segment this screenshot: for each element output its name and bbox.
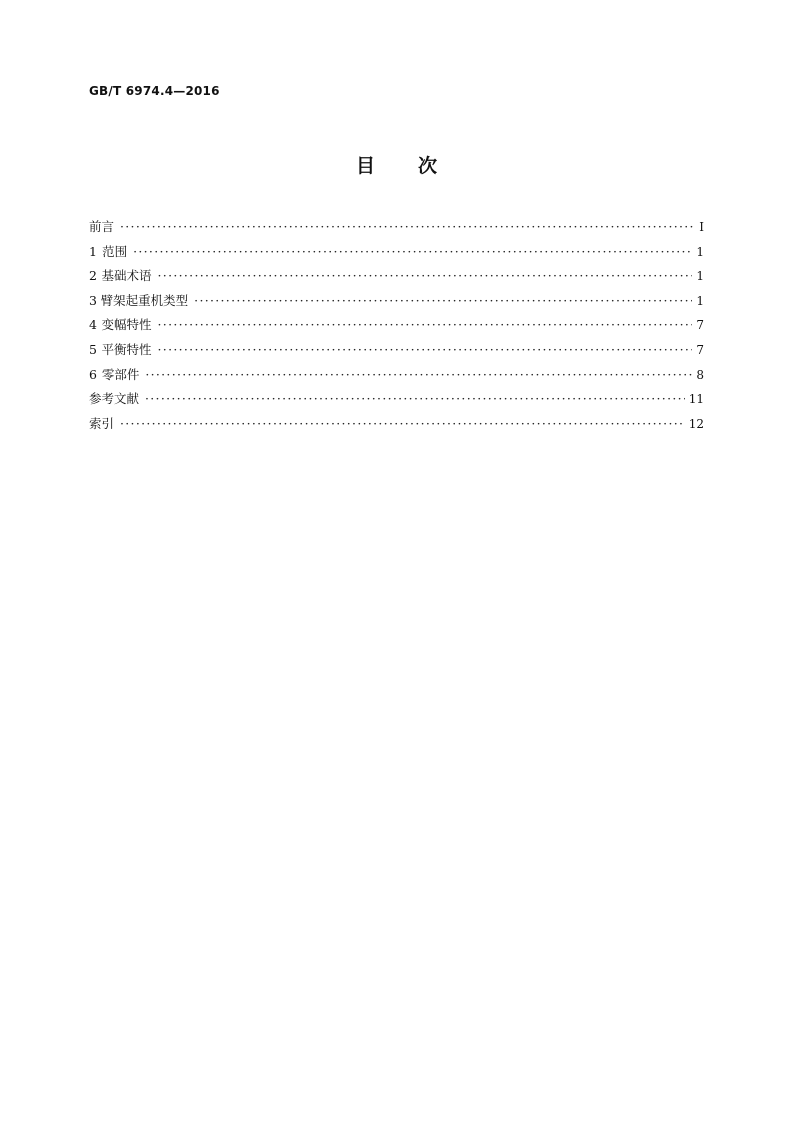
toc-entry-page: 7 <box>696 318 704 333</box>
toc-entry-label: 变幅特性 <box>101 317 152 333</box>
toc-entry-references[interactable] <box>89 387 704 412</box>
toc-entry-label: 基础术语 <box>101 268 152 284</box>
toc-entry-number: 3 <box>89 292 97 308</box>
toc-entry-label: 前言 <box>89 219 115 234</box>
page-title <box>0 151 794 178</box>
toc-entry-components[interactable] <box>89 363 704 388</box>
toc-leader-dots <box>145 387 685 412</box>
toc-leader-dots <box>120 412 685 437</box>
toc-leader-dots <box>158 313 693 338</box>
title-part-1: 目 <box>355 155 376 177</box>
toc-leader-dots <box>194 289 692 314</box>
toc-leader-dots <box>158 264 693 289</box>
toc-entry-index[interactable] <box>89 412 704 437</box>
toc-entry-number: 6 <box>89 366 97 382</box>
toc-entry-label: 平衡特性 <box>101 341 152 357</box>
toc-entry-number: 2 <box>89 268 97 284</box>
table-of-contents <box>89 215 704 436</box>
toc-entry-balance[interactable] <box>89 338 704 363</box>
toc-entry-label: 参考文献 <box>89 391 140 407</box>
toc-entry-page: 1 <box>696 269 704 284</box>
toc-leader-dots <box>158 338 693 363</box>
toc-entry-basic-terms[interactable] <box>89 264 704 289</box>
toc-leader-dots <box>133 240 692 265</box>
toc-entry-page: 12 <box>688 416 704 431</box>
toc-entry-number: 4 <box>89 317 97 333</box>
toc-entry-page: 11 <box>688 392 704 407</box>
toc-entry-number: 5 <box>89 341 97 357</box>
toc-entry-page: 1 <box>696 244 704 259</box>
toc-entry-page: 1 <box>696 293 704 308</box>
standard-code: GB/T 6974.4—2016 <box>89 84 220 98</box>
toc-entry-label: 臂架起重机类型 <box>100 292 189 308</box>
toc-entry-page: Ⅰ <box>699 220 704 234</box>
title-part-2: 次 <box>418 155 439 177</box>
toc-entry-scope[interactable] <box>89 240 704 265</box>
toc-leader-dots <box>120 215 695 240</box>
toc-entry-label: 零部件 <box>101 366 140 382</box>
toc-leader-dots <box>145 363 692 388</box>
toc-entry-label: 范围 <box>102 243 128 259</box>
toc-entry-crane-types[interactable] <box>89 289 704 314</box>
toc-entry-page: 8 <box>696 367 704 382</box>
toc-entry-page: 7 <box>696 342 704 357</box>
toc-entry-luffing[interactable] <box>89 313 704 338</box>
toc-entry-label: 索引 <box>89 415 115 431</box>
toc-entry-foreword[interactable] <box>89 215 704 240</box>
toc-entry-number: 1 <box>89 243 97 259</box>
